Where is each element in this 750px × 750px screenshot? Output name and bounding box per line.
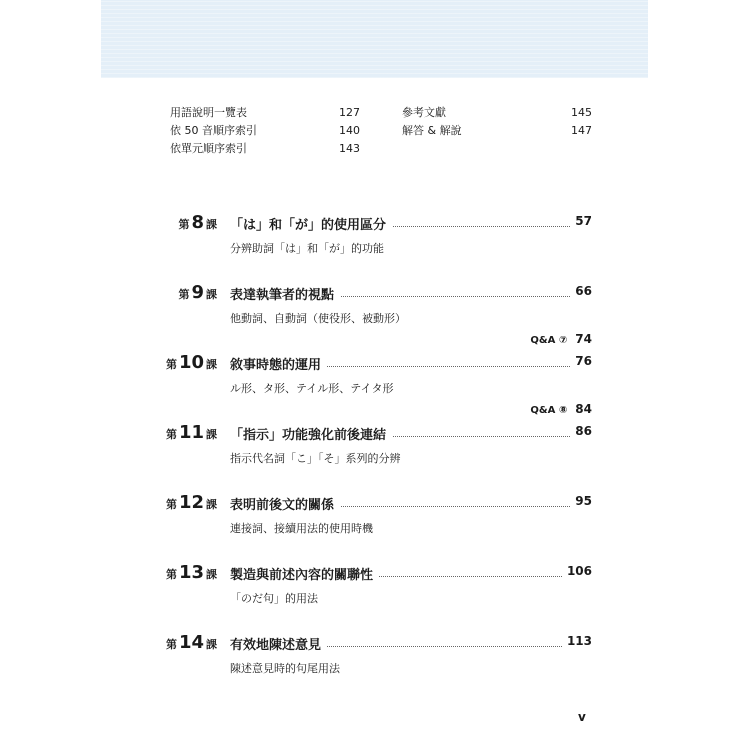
lesson-page: 66 — [571, 284, 592, 298]
index-entry-page: 140 — [339, 124, 360, 137]
lesson-subtitle: 「のだ句」的用法 — [230, 592, 318, 605]
lesson-page: 113 — [563, 634, 592, 648]
page-folio: v — [578, 710, 586, 724]
lesson-title: 「は」和「が」的使用區分 — [230, 214, 392, 233]
index-entry[interactable] — [402, 124, 592, 138]
index-entry-label: 依 50 音順序索引 — [170, 124, 257, 137]
index-entry-label: 參考文獻 — [402, 106, 446, 119]
lesson-subtitle: 陳述意見時的句尾用法 — [230, 662, 340, 675]
header-band — [101, 0, 648, 78]
index-entry-page: 127 — [339, 106, 360, 119]
index-entry[interactable] — [170, 124, 360, 138]
toc-entry-lesson-10[interactable] — [0, 350, 750, 420]
qa-entry[interactable] — [530, 332, 592, 346]
lesson-title: 敘事時態的運用 — [230, 354, 327, 373]
index-entry-page: 147 — [571, 124, 592, 137]
lesson-number: 第 13 課 — [165, 562, 217, 583]
lesson-number: 第 14 課 — [165, 632, 217, 653]
lesson-number: 第 9 課 — [178, 282, 217, 303]
lesson-page: 76 — [571, 354, 592, 368]
lesson-page: 106 — [563, 564, 592, 578]
qa-label: Q&A ⑦ — [530, 335, 568, 346]
qa-page: 84 — [575, 402, 592, 416]
qa-page: 74 — [575, 332, 592, 346]
lesson-number: 第 10 課 — [165, 352, 217, 373]
index-entry-label: 用語說明一覽表 — [170, 106, 247, 119]
lesson-subtitle: 分辨助詞「は」和「が」的功能 — [230, 242, 384, 255]
lesson-title: 製造與前述內容的關聯性 — [230, 564, 379, 583]
index-entry[interactable] — [170, 142, 360, 156]
index-entry[interactable] — [402, 106, 592, 120]
lesson-title: 表達執筆者的視點 — [230, 284, 340, 303]
lesson-subtitle: 他動詞、自動詞（使役形、被動形） — [230, 312, 406, 325]
lesson-subtitle: 指示代名詞「こ」「そ」系列的分辨 — [230, 452, 401, 465]
toc-entry-lesson-14[interactable] — [0, 630, 750, 700]
toc-entry-lesson-13[interactable] — [0, 560, 750, 630]
lesson-page: 86 — [571, 424, 592, 438]
lesson-title: 表明前後文的關係 — [230, 494, 340, 513]
lesson-number: 第 12 課 — [165, 492, 217, 513]
qa-label: Q&A ⑧ — [530, 405, 568, 416]
lesson-title: 「指示」功能強化前後連結 — [230, 424, 392, 443]
lesson-subtitle: 連接詞、接續用法的使用時機 — [230, 522, 373, 535]
index-entry-page: 145 — [571, 106, 592, 119]
index-entry[interactable] — [170, 106, 360, 120]
lesson-page: 57 — [571, 214, 592, 228]
lesson-number: 第 8 課 — [178, 212, 217, 233]
lesson-title: 有效地陳述意見 — [230, 634, 327, 653]
index-entry-label: 依單元順序索引 — [170, 142, 247, 155]
toc-entry-lesson-12[interactable] — [0, 490, 750, 560]
qa-entry[interactable] — [530, 402, 592, 416]
index-entry-label: 解答 & 解說 — [402, 124, 462, 137]
index-entry-page: 143 — [339, 142, 360, 155]
lesson-subtitle: ル形、タ形、テイル形、テイタ形 — [230, 382, 394, 395]
toc-entry-lesson-8[interactable] — [0, 210, 750, 280]
toc-entry-lesson-9[interactable] — [0, 280, 750, 350]
lesson-page: 95 — [571, 494, 592, 508]
toc-entry-lesson-11[interactable] — [0, 420, 750, 490]
lesson-number: 第 11 課 — [165, 422, 217, 443]
